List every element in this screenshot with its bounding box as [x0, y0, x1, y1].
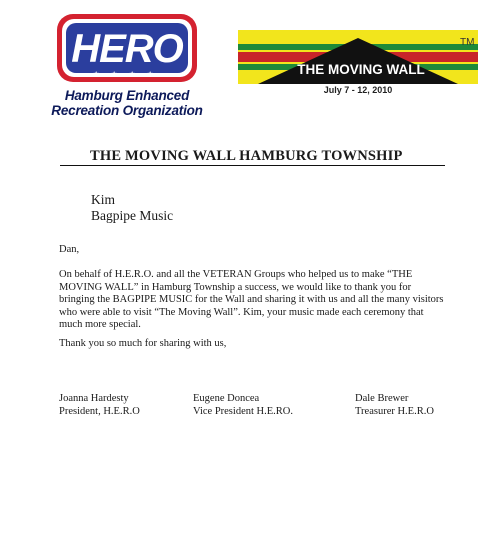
signer-name: Eugene Doncea — [193, 393, 260, 404]
recipient-name: Kim — [91, 192, 116, 207]
moving-wall-title: THE MOVING WALL — [297, 62, 425, 77]
body-line: much more special. — [59, 319, 141, 330]
signature-president — [59, 393, 140, 418]
body-line: bringing the BAGPIPE MUSIC for the Wall and sharing it with us and all the many visitors — [59, 294, 444, 305]
event-date: July 7 - 12, 2010 — [323, 85, 393, 95]
signer-title: Vice President H.E.RO. — [193, 405, 293, 417]
signer-title: Treasurer H.E.R.O — [355, 405, 434, 417]
hero-badge-icon — [55, 12, 199, 84]
hero-subtitle-line2: Recreation Organization — [51, 103, 203, 118]
signer-title: President, H.E.R.O — [59, 405, 140, 417]
hero-wordmark: HERO — [71, 27, 183, 71]
svg-text:★: ★ — [93, 70, 100, 78]
svg-text:★: ★ — [147, 70, 154, 78]
signature-vice-president — [193, 393, 293, 418]
signature-treasurer — [355, 393, 434, 418]
closing-line: Thank you so much for sharing with us, — [59, 338, 227, 349]
recipient-detail: Bagpipe Music — [91, 208, 174, 223]
svg-text:★: ★ — [129, 70, 136, 78]
body-line: MOVING WALL” in Hamburg Township a success, we would like to thank you for — [59, 281, 412, 293]
body-line: who were able to visit “The Moving Wall”. Kim, your music made each ceremony that — [59, 306, 424, 318]
hero-subtitle-line1: Hamburg Enhanced — [64, 88, 190, 103]
letter-title: THE MOVING WALL HAMBURG TOWNSHIP — [90, 148, 403, 164]
salutation: Dan, — [59, 244, 80, 255]
svg-text:★: ★ — [111, 70, 118, 78]
letter-body — [59, 269, 459, 332]
trademark-symbol: TM — [460, 37, 475, 48]
letter-title-rule — [60, 148, 445, 166]
hero-subtitle — [41, 88, 213, 118]
recipient-block — [91, 192, 173, 224]
moving-wall-logo — [238, 30, 478, 84]
body-line: On behalf of H.E.R.O. and all the VETERAN Groups who helped us to make “THE — [59, 269, 413, 280]
signer-name: Joanna Hardesty — [59, 393, 129, 404]
signer-name: Dale Brewer — [355, 393, 409, 404]
